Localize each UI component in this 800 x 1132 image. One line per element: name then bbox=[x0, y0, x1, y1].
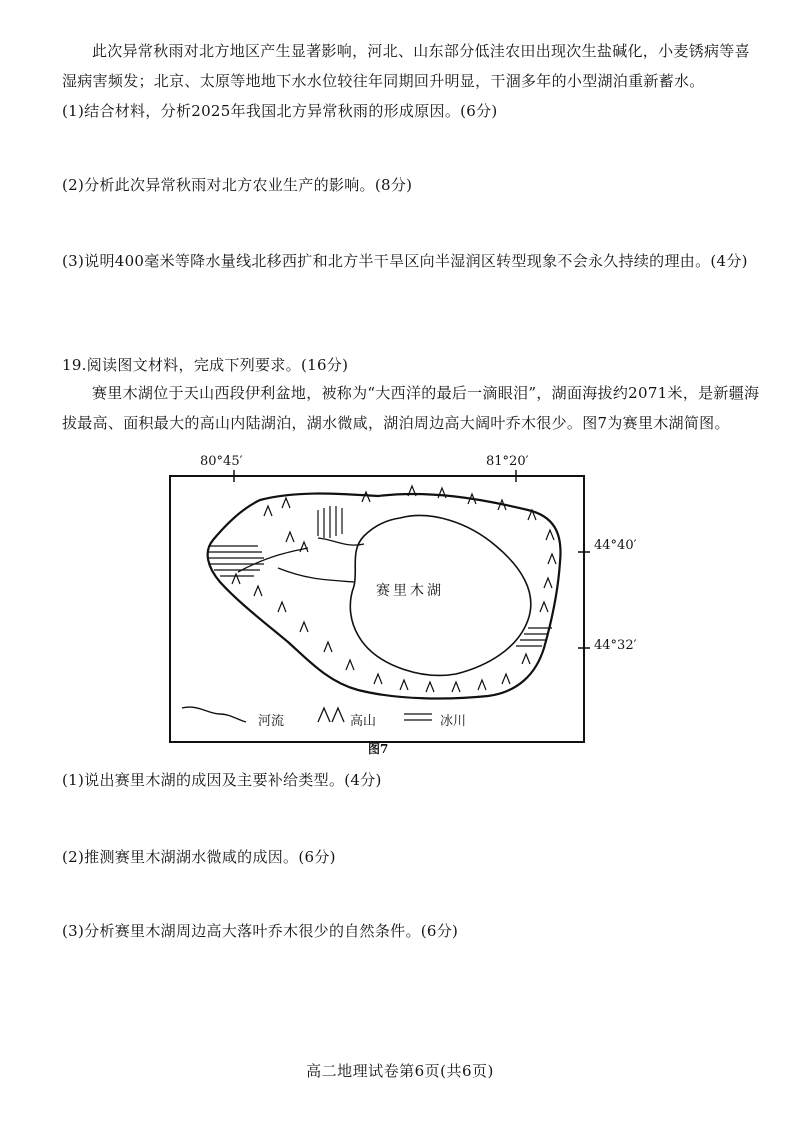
legend-river-label: 河流 bbox=[258, 714, 285, 729]
legend-river-symbol bbox=[182, 707, 246, 722]
legend-glacier-label: 冰川 bbox=[440, 714, 467, 729]
river-1 bbox=[318, 538, 364, 545]
q19-sub3: (3)分析赛里木湖周边高大落叶乔木很少的自然条件。(6分) bbox=[62, 922, 459, 940]
q19-sub1: (1)说出赛里木湖的成因及主要补给类型。(4分) bbox=[62, 771, 382, 789]
legend-mountain-symbol bbox=[318, 708, 344, 722]
q18-sub2: (2)分析此次异常秋雨对北方农业生产的影响。(8分) bbox=[62, 176, 413, 194]
glacier-west bbox=[208, 546, 264, 576]
map-svg bbox=[168, 452, 592, 748]
figure-caption: 图7 bbox=[368, 742, 389, 756]
glacier-north bbox=[318, 506, 342, 538]
lake-label: 赛里木湖 bbox=[376, 583, 444, 599]
lat-top-label: 44°40′ bbox=[594, 538, 637, 553]
q19-sub2: (2)推测赛里木湖湖水微咸的成因。(6分) bbox=[62, 848, 336, 866]
lon-right-label: 81°20′ bbox=[486, 454, 529, 469]
legend-glacier-symbol bbox=[404, 714, 432, 720]
q19-intro: 赛里木湖位于天山西段伊利盆地，被称为“大西洋的最后一滴眼泪”，湖面海拔约2071米，是新疆海拔最高、面积最大的高山内陆湖泊，湖水微咸，湖泊周边高大阔叶乔木很少。图7为赛里木湖简图。 bbox=[62, 384, 760, 432]
q18-sub1: (1)结合材料，分析2025年我国北方异常秋雨的形成原因。(6分) bbox=[62, 102, 498, 120]
q19-heading: 19.阅读图文材料，完成下列要求。(16分) bbox=[62, 356, 349, 374]
material-paragraph: 此次异常秋雨对北方地区产生显著影响，河北、山东部分低洼农田出现次生盐碱化，小麦锈病等喜湿病害频发；北京、太原等地地下水水位较往年同期回升明显，干涸多年的小型湖泊重新蓄水。 bbox=[62, 42, 750, 90]
page-footer: 高二地理试卷第6页(共6页) bbox=[306, 1062, 494, 1080]
lon-left-label: 80°45′ bbox=[200, 454, 243, 469]
lat-bottom-label: 44°32′ bbox=[594, 638, 637, 653]
legend-mountain-label: 高山 bbox=[350, 714, 377, 729]
q18-sub3: (3)说明400毫米等降水量线北移西扩和北方半干旱区向半湿润区转型现象不会永久持续的理由。(4分) bbox=[62, 252, 748, 270]
river-2 bbox=[278, 568, 354, 582]
map-figure bbox=[168, 452, 637, 748]
